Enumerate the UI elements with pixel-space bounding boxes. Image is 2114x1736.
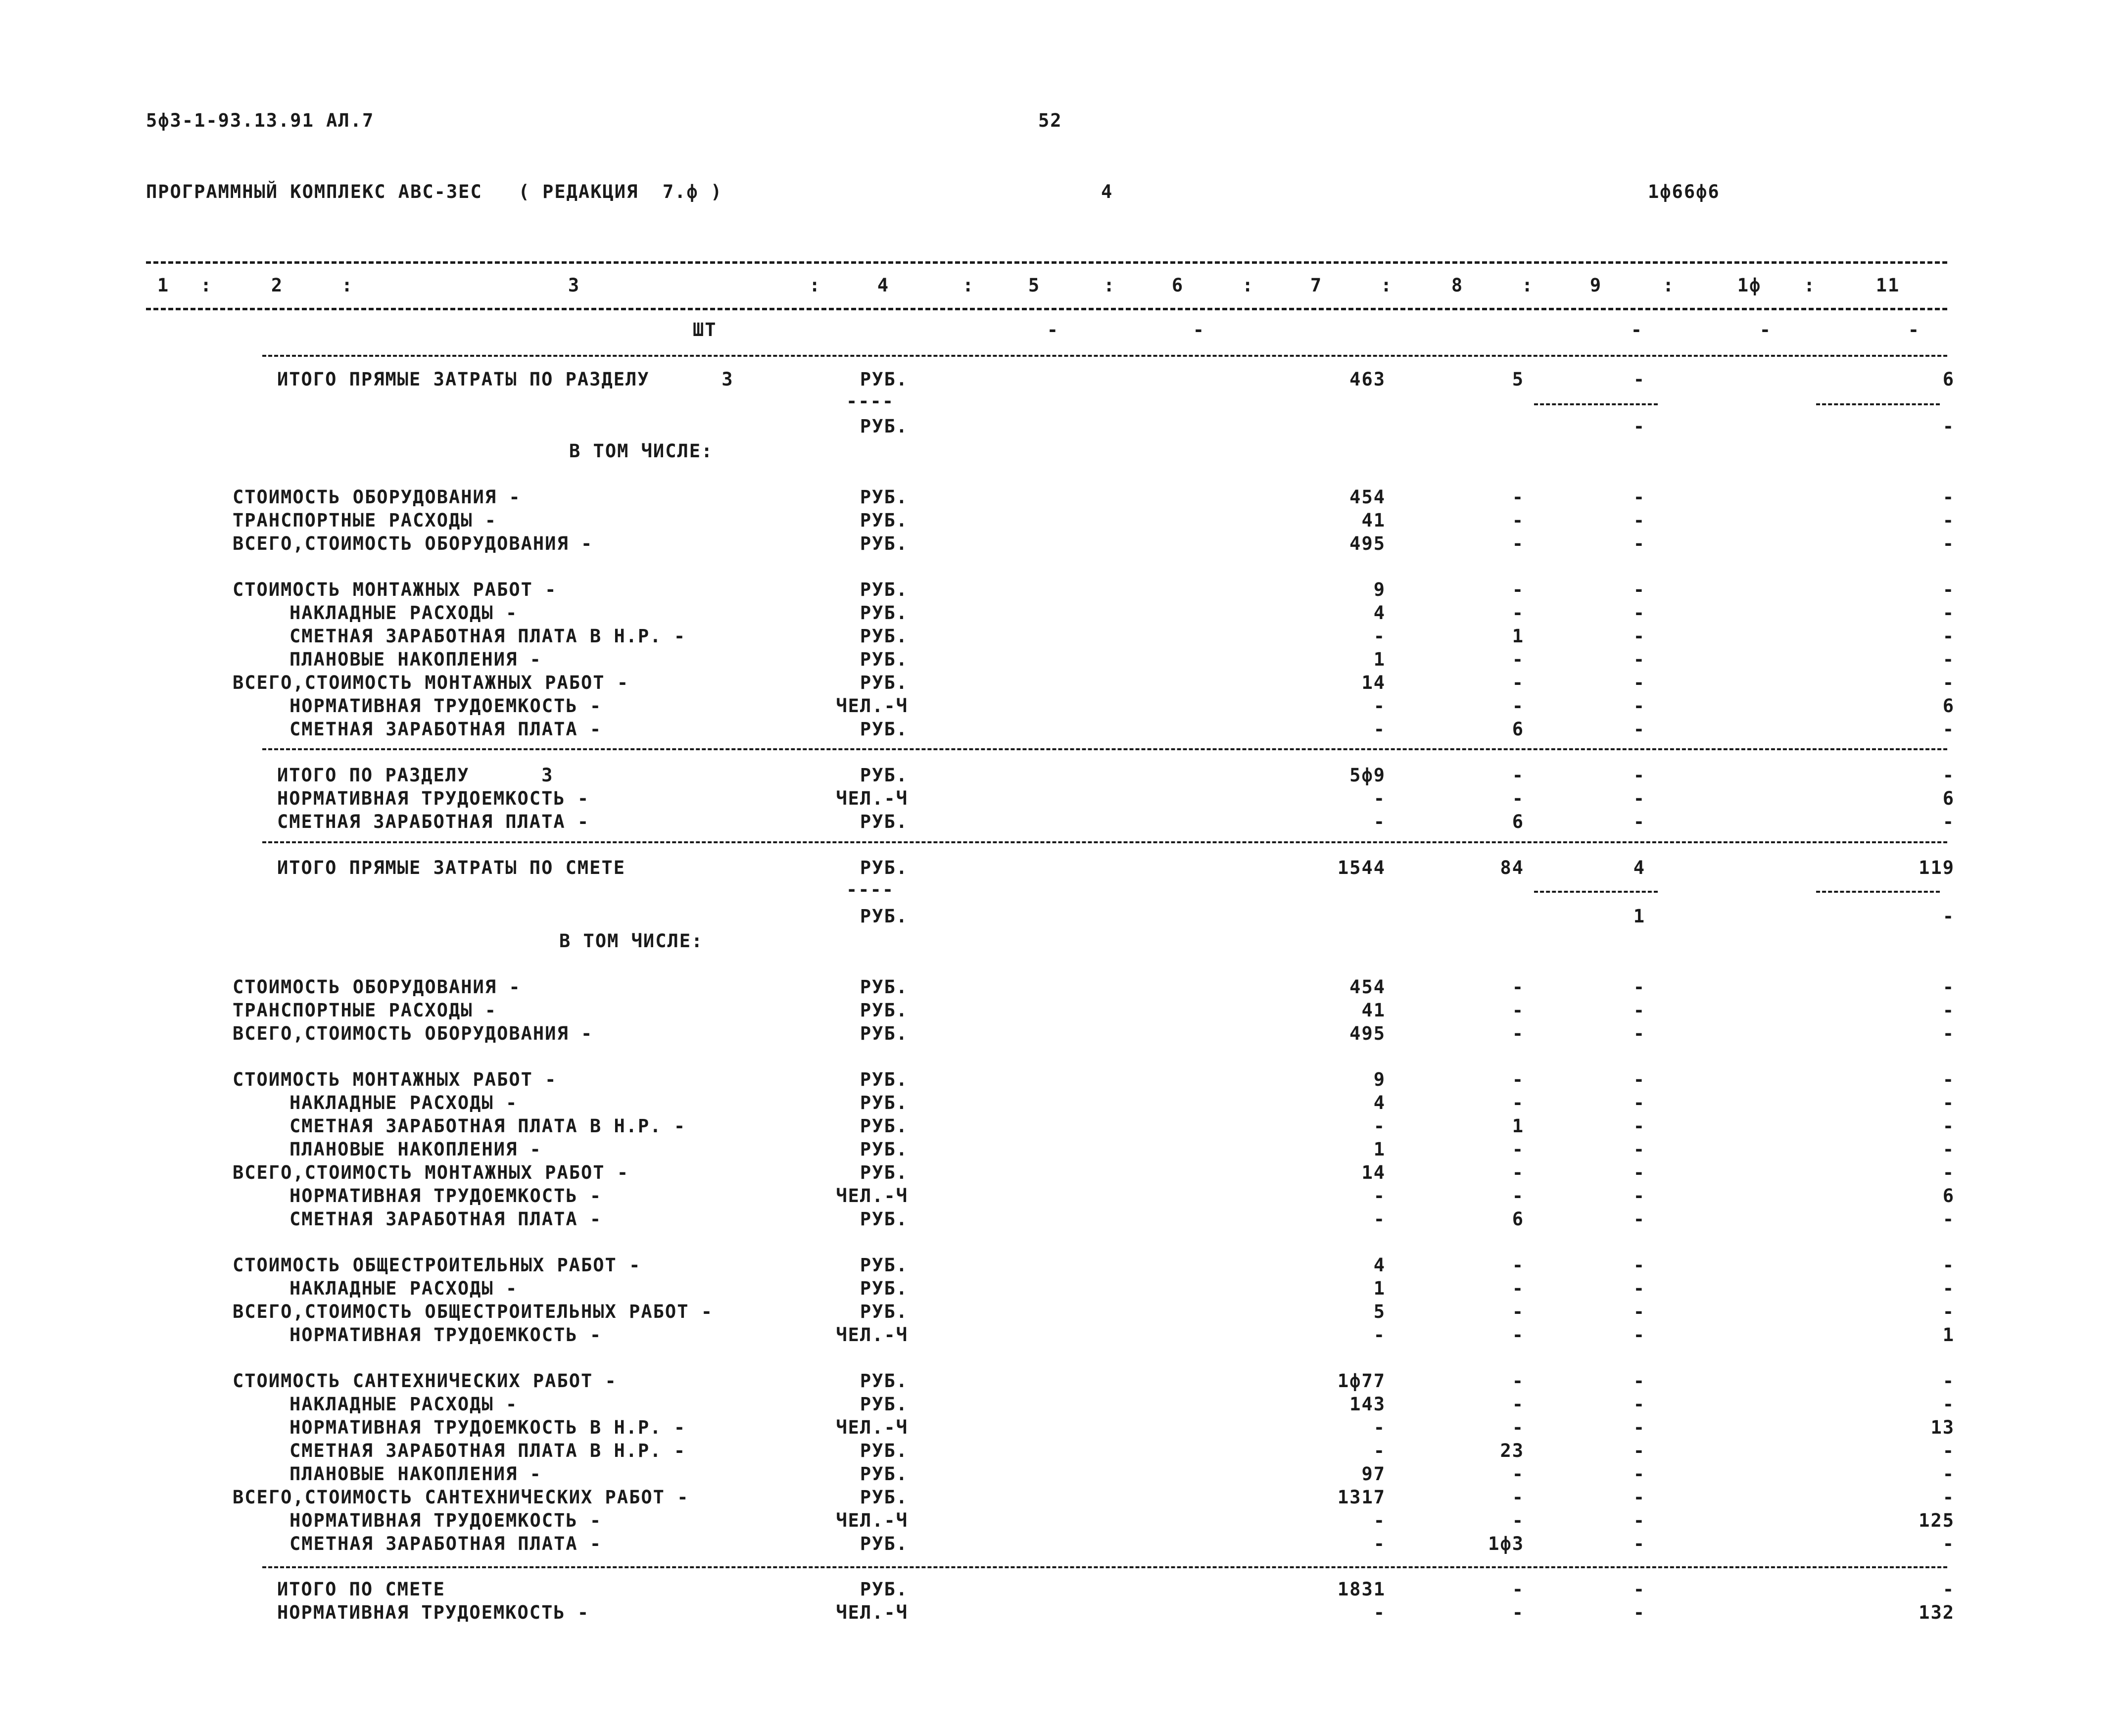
- subtotal-rule: [1816, 403, 1940, 405]
- table-cell: -: [1512, 1092, 1524, 1113]
- table-cell: 6: [1942, 788, 1955, 809]
- table-cell: -: [1373, 1115, 1386, 1137]
- table-cell: -: [1633, 1092, 1645, 1113]
- table-cell-unit: ЧЕЛ.-Ч: [836, 1185, 908, 1206]
- row-rule: [262, 355, 1947, 357]
- table-cell: 5: [1512, 369, 1524, 390]
- table-cell: -: [1512, 1301, 1524, 1322]
- table-cell: 41: [1361, 510, 1386, 531]
- table-cell: -: [1633, 510, 1645, 531]
- table-cell: -: [1942, 649, 1955, 670]
- table-cell-label: СТОИМОСТЬ ОБОРУДОВАНИЯ -: [233, 486, 521, 508]
- table-cell: 454: [1349, 486, 1386, 508]
- table-cell: -: [1633, 1254, 1645, 1276]
- table-cell: -: [1373, 1324, 1386, 1346]
- table-cell: 41: [1361, 1000, 1386, 1021]
- table-cell: -: [1942, 1069, 1955, 1090]
- table-cell: 4: [1373, 1254, 1386, 1276]
- table-cell: -: [1633, 1440, 1645, 1461]
- table-cell-label: ВСЕГО,СТОИМОСТЬ МОНТАЖНЫХ РАБОТ -: [233, 672, 629, 693]
- table-cell: -: [1942, 1023, 1955, 1044]
- table-cell: -: [1633, 1510, 1645, 1531]
- table-cell-label: ТРАНСПОРТНЫЕ РАСХОДЫ -: [233, 510, 497, 531]
- document-code: 1ф66ф6: [1648, 181, 1720, 202]
- table-cell: 6: [1512, 811, 1524, 832]
- table-cell-unit: РУБ.: [860, 1370, 908, 1392]
- table-cell-unit: ЧЕЛ.-Ч: [836, 1417, 908, 1438]
- table-cell: -: [1633, 649, 1645, 670]
- table-cell: -: [1631, 319, 1643, 340]
- table-cell-unit: РУБ.: [860, 765, 908, 786]
- table-cell: -: [1633, 811, 1645, 832]
- table-cell: -: [1633, 1533, 1645, 1554]
- table-cell-unit: РУБ.: [860, 369, 908, 390]
- table-cell: -: [1942, 416, 1955, 437]
- table-cell-unit: РУБ.: [860, 1162, 908, 1183]
- table-cell: -: [1633, 602, 1645, 624]
- col-header: 2: [271, 275, 284, 296]
- table-cell-unit: РУБ.: [860, 1069, 908, 1090]
- table-cell: 132: [1919, 1602, 1955, 1623]
- table-cell: -: [1942, 1000, 1955, 1021]
- table-cell: 1ф77: [1337, 1370, 1386, 1392]
- table-cell-unit: РУБ.: [860, 1115, 908, 1137]
- table-cell: -: [1633, 1394, 1645, 1415]
- table-cell: -: [1942, 602, 1955, 624]
- table-cell: -: [1193, 319, 1205, 340]
- table-cell: 1317: [1337, 1487, 1386, 1508]
- subtotal-rule: [1534, 891, 1658, 893]
- table-cell: -: [1373, 1602, 1386, 1623]
- table-cell-unit: РУБ.: [860, 811, 908, 832]
- table-cell-label: СМЕТНАЯ ЗАРАБОТНАЯ ПЛАТА -: [289, 719, 602, 740]
- table-cell: -: [1942, 486, 1955, 508]
- table-cell-unit: РУБ.: [860, 626, 908, 647]
- table-cell-unit: РУБ.: [860, 719, 908, 740]
- col-header: 1ф: [1737, 275, 1762, 296]
- table-cell-label: ПЛАНОВЫЕ НАКОПЛЕНИЯ -: [289, 649, 542, 670]
- table-cell: 125: [1919, 1510, 1955, 1531]
- col-separator: :: [1663, 275, 1675, 296]
- table-cell: -: [1373, 719, 1386, 740]
- table-cell: -: [1633, 1000, 1645, 1021]
- table-cell-unit: РУБ.: [860, 1533, 908, 1554]
- table-cell-label: НАКЛАДНЫЕ РАСХОДЫ -: [289, 1278, 518, 1299]
- table-cell: -: [1512, 672, 1524, 693]
- table-cell: -: [1512, 1069, 1524, 1090]
- table-cell-label: НАКЛАДНЫЕ РАСХОДЫ -: [289, 1394, 518, 1415]
- table-cell: -: [1633, 1579, 1645, 1600]
- col-separator: :: [1381, 275, 1393, 296]
- table-cell: 1544: [1337, 857, 1386, 878]
- table-cell: 1: [1373, 649, 1386, 670]
- table-cell: -: [1942, 1579, 1955, 1600]
- table-cell: 143: [1349, 1394, 1386, 1415]
- table-cell-unit: РУБ.: [860, 1092, 908, 1113]
- table-cell-label: СТОИМОСТЬ ОБЩЕСТРОИТЕЛЬНЫХ РАБОТ -: [233, 1254, 641, 1276]
- table-cell: -: [1633, 1463, 1645, 1485]
- table-cell-unit: РУБ.: [860, 649, 908, 670]
- table-cell: -: [1512, 649, 1524, 670]
- table-cell: -: [1373, 1510, 1386, 1531]
- table-cell: -: [1633, 765, 1645, 786]
- page-number: 52: [1038, 110, 1062, 131]
- table-cell: -: [1942, 1487, 1955, 1508]
- table-cell: -: [1373, 626, 1386, 647]
- table-cell: 495: [1349, 1023, 1386, 1044]
- table-cell: 4: [1373, 1092, 1386, 1113]
- table-top-rule: [146, 261, 1947, 264]
- table-cell: 6: [1512, 719, 1524, 740]
- table-cell-label: СМЕТНАЯ ЗАРАБОТНАЯ ПЛАТА В Н.Р. -: [289, 1440, 686, 1461]
- doc-code: 5ф3-1-93.13.91 АЛ.7: [146, 110, 375, 131]
- table-cell: 1831: [1337, 1579, 1386, 1600]
- table-cell: -: [1373, 1185, 1386, 1206]
- table-cell: -: [1633, 1115, 1645, 1137]
- table-cell-label: ИТОГО ПРЯМЫЕ ЗАТРАТЫ ПО СМЕТЕ: [277, 857, 626, 878]
- table-cell-label: НОРМАТИВНАЯ ТРУДОЕМКОСТЬ -: [277, 788, 590, 809]
- table-cell: -: [1942, 533, 1955, 554]
- table-cell: -: [1942, 1278, 1955, 1299]
- table-cell-unit: РУБ.: [860, 906, 908, 927]
- table-cell: -: [1512, 579, 1524, 600]
- table-cell: -: [1633, 1069, 1645, 1090]
- table-cell: -: [1373, 1533, 1386, 1554]
- table-cell: -: [1633, 1301, 1645, 1322]
- table-cell: -: [1633, 976, 1645, 998]
- table-cell: -: [1512, 788, 1524, 809]
- table-cell-unit: ЧЕЛ.-Ч: [836, 1602, 908, 1623]
- table-cell: -: [1373, 695, 1386, 717]
- table-cell: -: [1512, 1417, 1524, 1438]
- program-title: ПРОГРАММНЫЙ КОМПЛЕКС АВС-3ЕС ( РЕДАКЦИЯ 7.ф ): [146, 181, 723, 202]
- col-header: 7: [1310, 275, 1323, 296]
- table-cell-unit: РУБ.: [860, 602, 908, 624]
- sheet-number: 4: [1101, 181, 1113, 202]
- table-cell: 6: [1942, 695, 1955, 717]
- table-cell-unit: РУБ.: [860, 1463, 908, 1485]
- table-cell: 6: [1942, 369, 1955, 390]
- subsection-heading: В ТОМ ЧИСЛЕ:: [559, 930, 704, 952]
- col-header: 9: [1589, 275, 1602, 296]
- table-cell: -: [1633, 626, 1645, 647]
- table-cell: -: [1512, 1000, 1524, 1021]
- table-cell: -: [1512, 1162, 1524, 1183]
- table-cell-unit: ЧЕЛ.-Ч: [836, 1324, 908, 1346]
- table-cell: -: [1512, 486, 1524, 508]
- table-cell: -: [1512, 1394, 1524, 1415]
- table-cell: -: [1942, 1208, 1955, 1230]
- table-cell: -: [1512, 1602, 1524, 1623]
- col-separator: :: [1522, 275, 1534, 296]
- table-cell-unit: РУБ.: [860, 1440, 908, 1461]
- table-cell: -: [1942, 672, 1955, 693]
- table-cell-label: ВСЕГО,СТОИМОСТЬ ОБОРУДОВАНИЯ -: [233, 533, 593, 554]
- subsection-heading: В ТОМ ЧИСЛЕ:: [569, 440, 714, 462]
- table-cell-label: НОРМАТИВНАЯ ТРУДОЕМКОСТЬ -: [289, 1324, 602, 1346]
- table-cell-label: СМЕТНАЯ ЗАРАБОТНАЯ ПЛАТА В Н.Р. -: [289, 626, 686, 647]
- table-cell-unit: РУБ.: [860, 1394, 908, 1415]
- table-cell: 6: [1942, 1185, 1955, 1206]
- table-cell: -: [1512, 765, 1524, 786]
- table-cell-label: СМЕТНАЯ ЗАРАБОТНАЯ ПЛАТА -: [289, 1533, 602, 1554]
- table-cell-label: ВСЕГО,СТОИМОСТЬ МОНТАЖНЫХ РАБОТ -: [233, 1162, 629, 1183]
- table-cell: 14: [1361, 1162, 1386, 1183]
- table-cell-unit: РУБ.: [860, 672, 908, 693]
- table-cell-unit: РУБ.: [860, 510, 908, 531]
- table-cell: -: [1512, 1023, 1524, 1044]
- col-separator: :: [1242, 275, 1254, 296]
- table-cell-label: ТРАНСПОРТНЫЕ РАСХОДЫ -: [233, 1000, 497, 1021]
- table-cell-unit: РУБ.: [860, 857, 908, 878]
- table-cell: -: [1633, 1417, 1645, 1438]
- table-cell: -: [1512, 1185, 1524, 1206]
- table-cell-unit: РУБ.: [860, 1208, 908, 1230]
- table-cell: -: [1942, 1162, 1955, 1183]
- table-cell: -: [1759, 319, 1772, 340]
- table-cell: -: [1633, 719, 1645, 740]
- table-cell: -: [1373, 811, 1386, 832]
- table-cell: 1ф3: [1488, 1533, 1524, 1554]
- table-cell: 97: [1361, 1463, 1386, 1485]
- table-cell: -: [1942, 1370, 1955, 1392]
- table-cell: 1: [1512, 626, 1524, 647]
- section-rule: [262, 841, 1947, 843]
- col-header: 11: [1875, 275, 1900, 296]
- table-cell: -: [1633, 1023, 1645, 1044]
- table-cell: 4: [1633, 857, 1645, 878]
- table-header-rule: [146, 308, 1947, 310]
- unit-underline: ----: [846, 390, 895, 412]
- table-cell: 463: [1349, 369, 1386, 390]
- table-cell: -: [1512, 1324, 1524, 1346]
- table-cell-unit: РУБ.: [860, 579, 908, 600]
- table-cell: -: [1512, 1254, 1524, 1276]
- table-cell-label: НОРМАТИВНАЯ ТРУДОЕМКОСТЬ -: [289, 695, 602, 717]
- table-cell: -: [1047, 319, 1059, 340]
- table-cell: -: [1512, 510, 1524, 531]
- table-cell-unit: РУБ.: [860, 1139, 908, 1160]
- table-cell: 9: [1373, 1069, 1386, 1090]
- col-separator: :: [809, 275, 821, 296]
- table-cell: -: [1942, 510, 1955, 531]
- table-cell: -: [1512, 1579, 1524, 1600]
- table-cell: -: [1942, 1301, 1955, 1322]
- table-cell: 9: [1373, 579, 1386, 600]
- table-cell: -: [1942, 765, 1955, 786]
- table-cell-label: СМЕТНАЯ ЗАРАБОТНАЯ ПЛАТА В Н.Р. -: [289, 1115, 686, 1137]
- table-cell-label: СМЕТНАЯ ЗАРАБОТНАЯ ПЛАТА -: [289, 1208, 602, 1230]
- unit-underline: ----: [846, 879, 895, 900]
- table-cell: -: [1942, 719, 1955, 740]
- table-cell-label: ПЛАНОВЫЕ НАКОПЛЕНИЯ -: [289, 1139, 542, 1160]
- table-cell-label: НОРМАТИВНАЯ ТРУДОЕМКОСТЬ -: [277, 1602, 590, 1623]
- table-cell: 1: [1633, 906, 1645, 927]
- table-cell: 495: [1349, 533, 1386, 554]
- table-cell: 6: [1512, 1208, 1524, 1230]
- table-cell-label: ШТ: [693, 319, 717, 340]
- table-cell-label: ИТОГО ПО РАЗДЕЛУ 3: [277, 765, 554, 786]
- table-cell: -: [1633, 1139, 1645, 1160]
- col-header: 5: [1028, 275, 1041, 296]
- table-cell: -: [1633, 1324, 1645, 1346]
- col-header: 4: [877, 275, 890, 296]
- table-cell: -: [1373, 788, 1386, 809]
- table-cell: -: [1512, 1278, 1524, 1299]
- table-cell: -: [1942, 906, 1955, 927]
- table-cell-label: СМЕТНАЯ ЗАРАБОТНАЯ ПЛАТА -: [277, 811, 590, 832]
- table-cell: -: [1512, 1487, 1524, 1508]
- table-cell-label: ВСЕГО,СТОИМОСТЬ ОБЩЕСТРОИТЕЛЬНЫХ РАБОТ -: [233, 1301, 714, 1322]
- subtotal-rule: [1816, 891, 1940, 893]
- table-cell: -: [1942, 976, 1955, 998]
- table-cell-label: НАКЛАДНЫЕ РАСХОДЫ -: [289, 602, 518, 624]
- table-cell-unit: РУБ.: [860, 1000, 908, 1021]
- table-cell-label: ВСЕГО,СТОИМОСТЬ САНТЕХНИЧЕСКИХ РАБОТ -: [233, 1487, 689, 1508]
- col-separator: :: [1804, 275, 1816, 296]
- table-cell: -: [1942, 1440, 1955, 1461]
- table-cell-unit: РУБ.: [860, 416, 908, 437]
- table-cell: 1: [1512, 1115, 1524, 1137]
- table-cell: -: [1373, 1440, 1386, 1461]
- table-cell: -: [1633, 1602, 1645, 1623]
- table-cell: -: [1512, 1370, 1524, 1392]
- table-cell: -: [1942, 811, 1955, 832]
- table-cell-label: ИТОГО ПРЯМЫЕ ЗАТРАТЫ ПО РАЗДЕЛУ 3: [277, 369, 734, 390]
- col-header: 8: [1451, 275, 1464, 296]
- table-cell: -: [1942, 1139, 1955, 1160]
- table-cell: -: [1512, 1463, 1524, 1485]
- subtotal-rule: [1534, 403, 1658, 405]
- table-cell: -: [1512, 695, 1524, 717]
- table-cell: -: [1633, 788, 1645, 809]
- table-cell: -: [1942, 579, 1955, 600]
- table-cell: 1: [1942, 1324, 1955, 1346]
- table-cell: -: [1942, 1394, 1955, 1415]
- table-cell: -: [1633, 695, 1645, 717]
- table-cell: -: [1633, 579, 1645, 600]
- table-cell: -: [1373, 1208, 1386, 1230]
- table-cell-unit: ЧЕЛ.-Ч: [836, 1510, 908, 1531]
- table-cell-label: ПЛАНОВЫЕ НАКОПЛЕНИЯ -: [289, 1463, 542, 1485]
- col-separator: :: [341, 275, 354, 296]
- table-cell: -: [1633, 416, 1645, 437]
- section-rule: [262, 1566, 1947, 1568]
- table-cell: -: [1942, 1254, 1955, 1276]
- table-cell: -: [1633, 672, 1645, 693]
- table-cell: -: [1633, 1278, 1645, 1299]
- table-cell-label: СТОИМОСТЬ МОНТАЖНЫХ РАБОТ -: [233, 579, 557, 600]
- table-cell: -: [1373, 1417, 1386, 1438]
- table-cell: -: [1633, 369, 1645, 390]
- table-cell: 84: [1500, 857, 1524, 878]
- table-cell-unit: РУБ.: [860, 533, 908, 554]
- table-cell-unit: РУБ.: [860, 1579, 908, 1600]
- col-separator: :: [200, 275, 213, 296]
- table-cell: -: [1942, 1115, 1955, 1137]
- col-separator: :: [962, 275, 975, 296]
- table-cell-unit: ЧЕЛ.-Ч: [836, 788, 908, 809]
- table-cell: -: [1633, 533, 1645, 554]
- table-cell: 23: [1500, 1440, 1524, 1461]
- table-cell: -: [1942, 1463, 1955, 1485]
- section-rule: [262, 748, 1947, 750]
- table-cell-label: ИТОГО ПО СМЕТЕ: [277, 1579, 445, 1600]
- table-cell: -: [1942, 626, 1955, 647]
- table-cell: -: [1633, 1487, 1645, 1508]
- table-cell-unit: РУБ.: [860, 1278, 908, 1299]
- table-cell: -: [1942, 1092, 1955, 1113]
- table-cell: -: [1633, 1162, 1645, 1183]
- table-cell: -: [1633, 1185, 1645, 1206]
- table-cell-label: СТОИМОСТЬ САНТЕХНИЧЕСКИХ РАБОТ -: [233, 1370, 617, 1392]
- table-cell: 1: [1373, 1139, 1386, 1160]
- table-cell-unit: РУБ.: [860, 1023, 908, 1044]
- col-header: 6: [1171, 275, 1184, 296]
- table-cell-unit: РУБ.: [860, 1254, 908, 1276]
- col-header: 1: [157, 275, 170, 296]
- table-cell-label: НОРМАТИВНАЯ ТРУДОЕМКОСТЬ -: [289, 1510, 602, 1531]
- table-cell: 13: [1930, 1417, 1955, 1438]
- table-cell: -: [1633, 486, 1645, 508]
- table-cell: -: [1908, 319, 1920, 340]
- col-separator: :: [1104, 275, 1116, 296]
- table-cell-unit: РУБ.: [860, 1301, 908, 1322]
- table-cell-label: СТОИМОСТЬ ОБОРУДОВАНИЯ -: [233, 976, 521, 998]
- table-cell: 14: [1361, 672, 1386, 693]
- table-cell: 454: [1349, 976, 1386, 998]
- table-cell: 4: [1373, 602, 1386, 624]
- table-cell: -: [1512, 1139, 1524, 1160]
- table-cell: 5: [1373, 1301, 1386, 1322]
- table-cell-label: СТОИМОСТЬ МОНТАЖНЫХ РАБОТ -: [233, 1069, 557, 1090]
- table-cell: -: [1512, 533, 1524, 554]
- table-cell-label: НОРМАТИВНАЯ ТРУДОЕМКОСТЬ В Н.Р. -: [289, 1417, 686, 1438]
- table-cell: 5ф9: [1349, 765, 1386, 786]
- table-cell: -: [1633, 1370, 1645, 1392]
- table-cell: -: [1512, 1510, 1524, 1531]
- table-cell: 119: [1919, 857, 1955, 878]
- table-cell-unit: РУБ.: [860, 486, 908, 508]
- table-cell-label: НАКЛАДНЫЕ РАСХОДЫ -: [289, 1092, 518, 1113]
- col-header: 3: [568, 275, 580, 296]
- table-cell-unit: ЧЕЛ.-Ч: [836, 695, 908, 717]
- table-cell: -: [1633, 1208, 1645, 1230]
- table-cell-label: НОРМАТИВНАЯ ТРУДОЕМКОСТЬ -: [289, 1185, 602, 1206]
- table-cell: -: [1942, 1533, 1955, 1554]
- table-cell-label: ВСЕГО,СТОИМОСТЬ ОБОРУДОВАНИЯ -: [233, 1023, 593, 1044]
- table-cell: -: [1512, 602, 1524, 624]
- table-cell-unit: РУБ.: [860, 1487, 908, 1508]
- table-cell-unit: РУБ.: [860, 976, 908, 998]
- table-cell: 1: [1373, 1278, 1386, 1299]
- table-cell: -: [1512, 976, 1524, 998]
